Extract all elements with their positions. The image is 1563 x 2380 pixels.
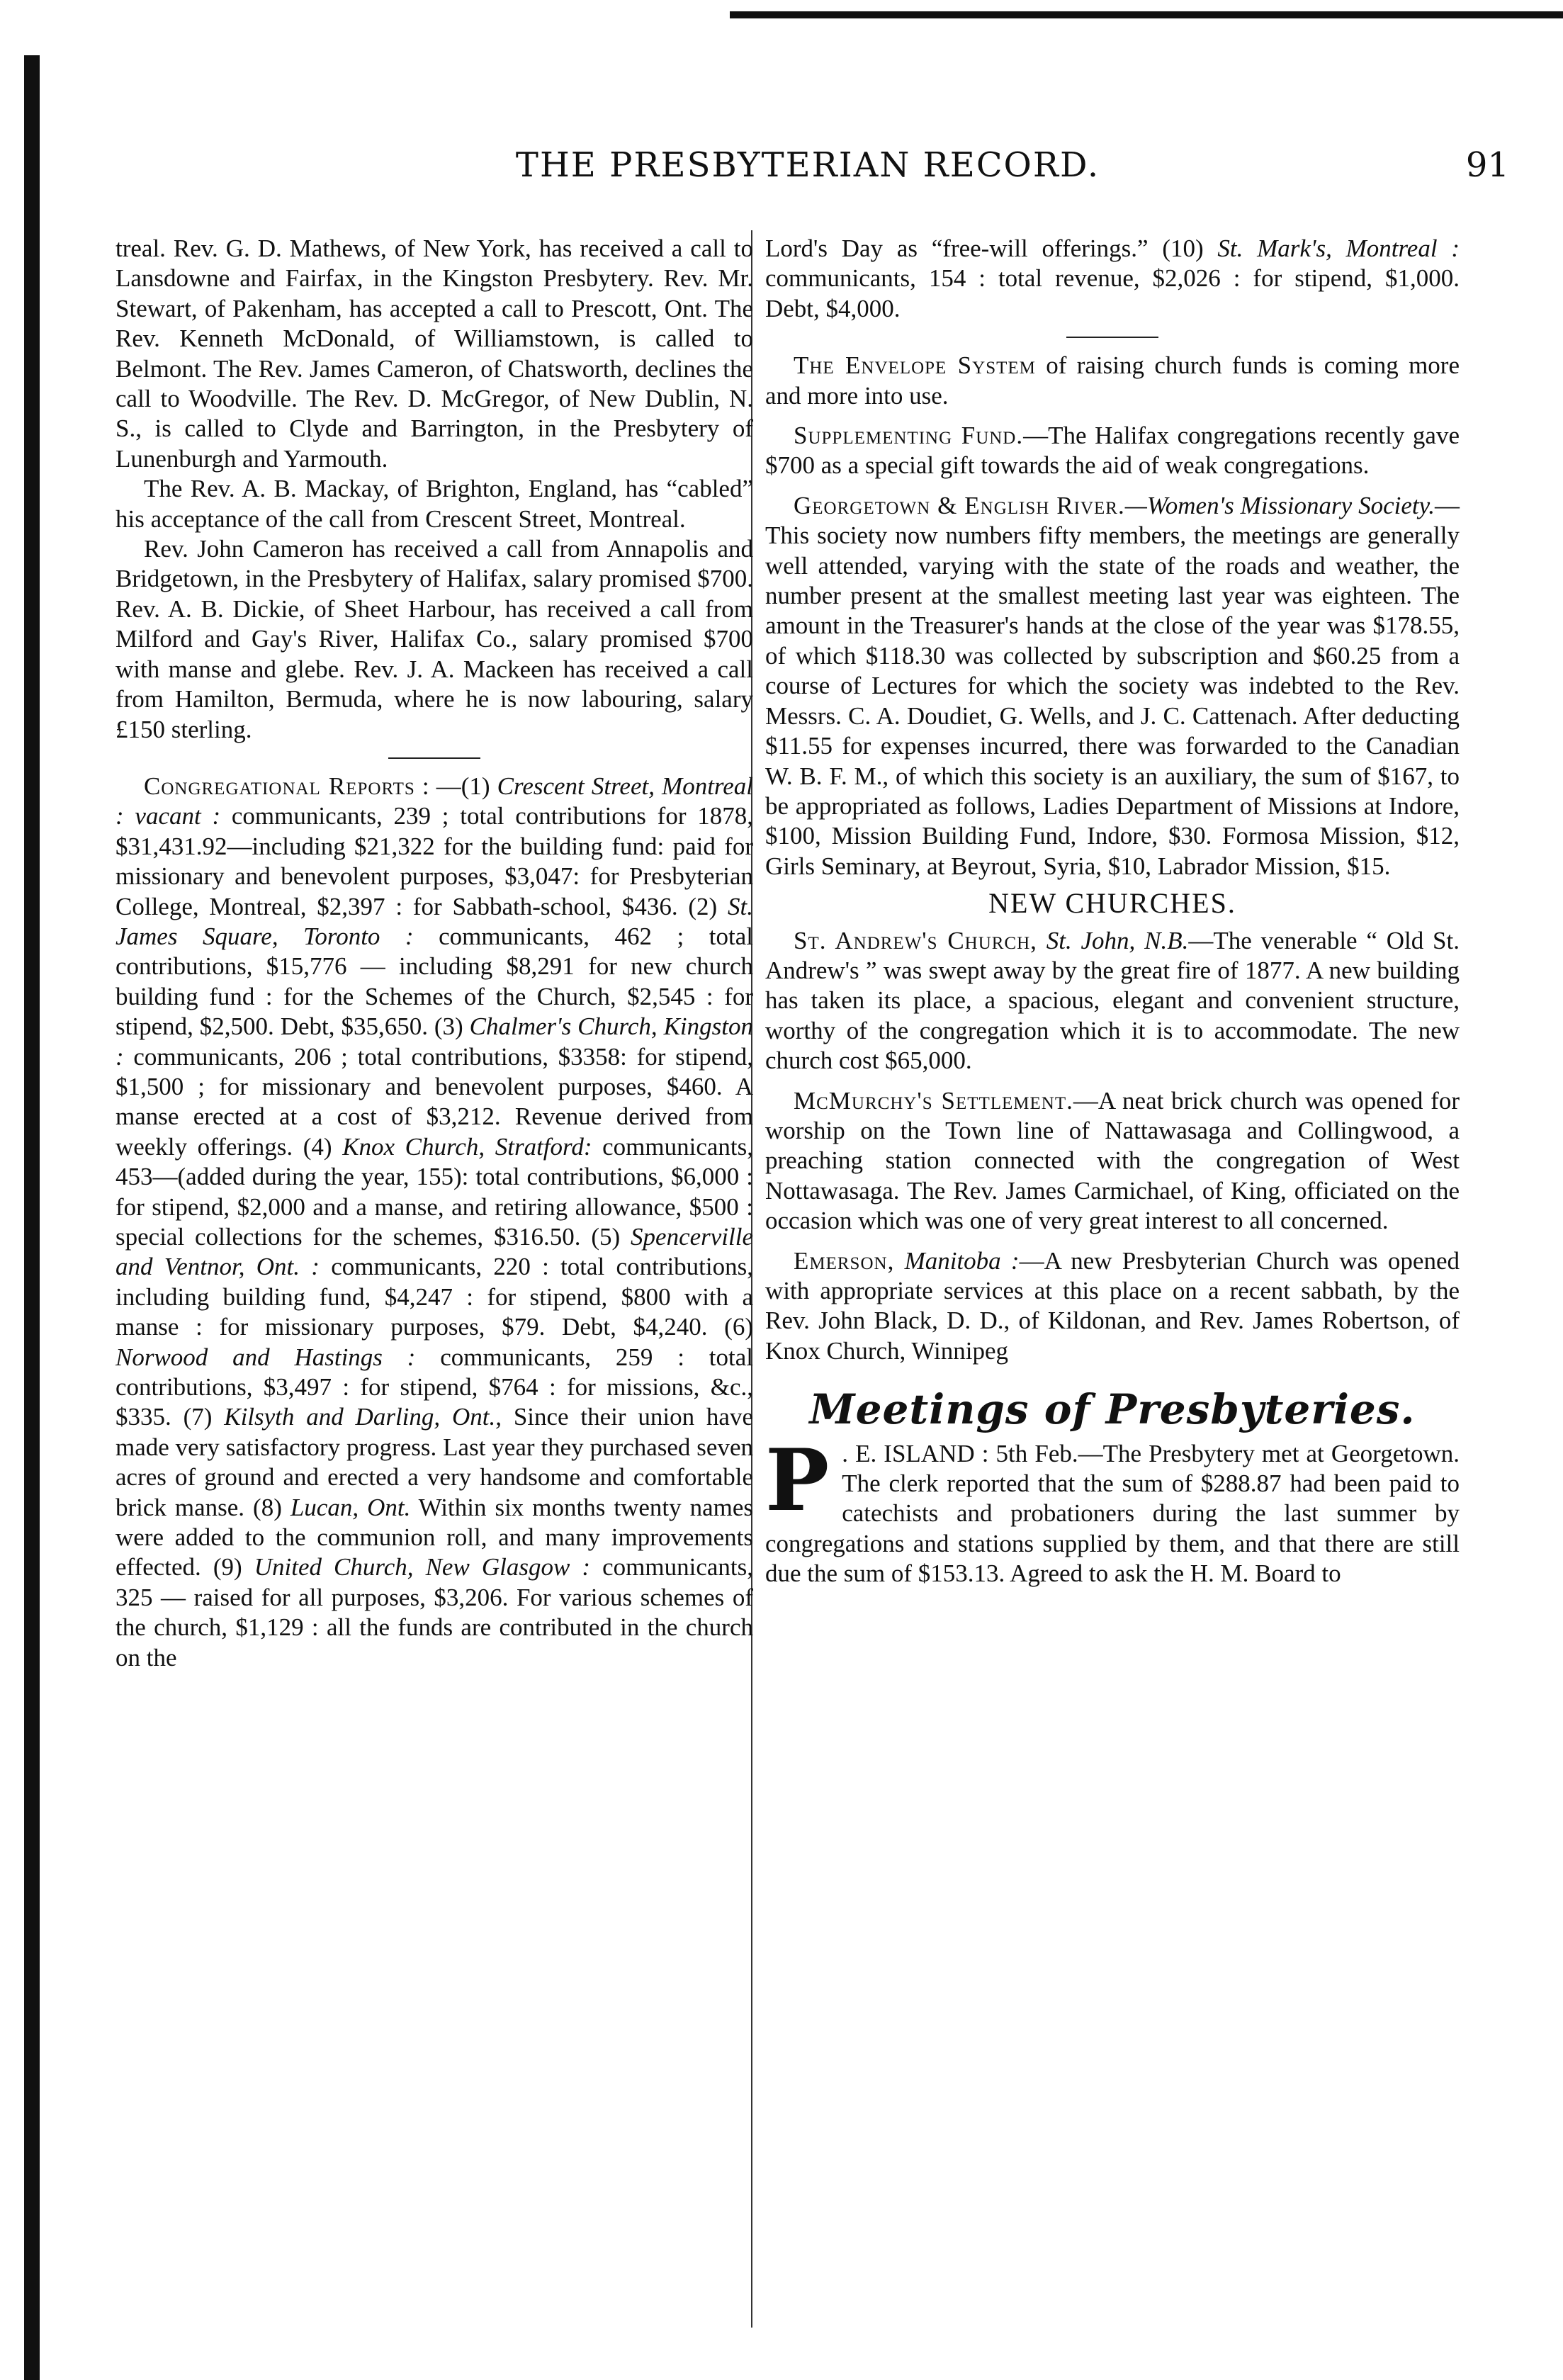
- section-rule: [388, 757, 480, 759]
- congregation-name: Spencerville and Ventnor, Ont. :: [115, 1223, 753, 1281]
- paragraph-mcmurchy: [765, 1086, 1460, 1236]
- text-run: communicants, 453—(added during the year, 155): total contributions, $6,000 : for stipend, $2,000 and a manse, and retiring allowance, $500 : special collections for the schemes, $316.50. (5): [115, 1132, 753, 1251]
- paragraph-congregational-reports: [115, 772, 753, 1673]
- paragraph-georgetown: [765, 491, 1460, 881]
- section-lead: St. Andrew's Church,: [794, 926, 1037, 954]
- scan-edge-bar: [24, 55, 40, 2380]
- paragraph-mackay: The Rev. A. B. Mackay, of Brighton, England, has “cabled” his acceptance of the call from Crescent Street, Montreal.: [115, 475, 753, 533]
- text-run: Lord's Day as “free-will offerings.” (10): [765, 235, 1218, 262]
- text-run: —A neat brick church was opened for worship on the Town line of Nattawasaga and Collingwood, a preaching station connected with the congregation of West Nottawasaga. The Rev. James Carmichael, of King, officiated on the occasion which was one of very great interest to all concerned.: [765, 1086, 1460, 1235]
- congregation-name: Crescent Street, Montreal : vacant :: [115, 772, 753, 830]
- congregation-name: United Church, New Glasgow :: [254, 1553, 591, 1581]
- congregation-name: Knox Church, Stratford:: [342, 1132, 592, 1161]
- congregation-name: Norwood and Hastings :: [115, 1343, 416, 1371]
- page-header: [106, 145, 1509, 195]
- left-column: [115, 234, 753, 1673]
- text-run: communicants, 154 : total revenue, $2,026 : for stipend, $1,000. Debt, $4,000.: [765, 264, 1460, 322]
- congregation-name: St. James Square, Toronto :: [115, 892, 753, 950]
- congregation-name: Lucan, Ont.: [290, 1493, 411, 1521]
- paragraph-pei: [765, 1430, 1460, 1589]
- section-lead: The Envelope System: [794, 351, 1036, 380]
- congregation-name: St. Mark's, Montreal :: [1217, 235, 1460, 262]
- place-name: St. John, N.B.: [1037, 926, 1189, 954]
- section-lead: McMurchy's Settlement.: [794, 1086, 1073, 1115]
- text-run: of raising church funds is coming more and more into use.: [765, 351, 1460, 410]
- text-run: communicants, 325 — raised for all purposes, $3,206. For various schemes of the church, $1,129 : all the funds are contributed in the church on the: [115, 1553, 753, 1671]
- paragraph-emerson: [765, 1246, 1460, 1367]
- congregation-name: Chalmer's Church, Kingston :: [115, 1013, 753, 1071]
- text-run: —The Halifax congregations recently gave $700 as a special gift towards the aid of weak congregations.: [765, 422, 1460, 480]
- meetings-heading: Meetings of Presbyteries.: [809, 1385, 1416, 1434]
- text-run: Since their union have made very satisfactory progress. Last year they purchased seven acres of ground and erected a very handsome and comfortable brick manse. (8): [115, 1403, 753, 1521]
- paragraph-envelope-system: [765, 351, 1460, 411]
- text-run: communicants, 259 : total contributions, $3,497 : for stipend, $764 : for missions, &c., $335. (7): [115, 1343, 753, 1431]
- text-run: communicants, 206 ; total contributions, $3358: for stipend, $1,500 ; for missionary and benevolent purposes, $460. A manse erected at a cost of $3,212. Revenue derived from weekly offerings. (4): [115, 1042, 753, 1161]
- paragraph-continued: [765, 234, 1460, 324]
- right-column: [765, 234, 1460, 1589]
- society-name: —Women's Missionary Society.: [1124, 491, 1435, 519]
- text-run: communicants, 239 ; total contributions for 1878, $31,431.92—including $21,322 for the building fund: paid for missionary and benevolent purposes, $3,047: for Presbyterian College, Montreal, $2,397 : for Sabbath-school, $436. (2): [115, 802, 753, 920]
- page-title: THE PRESBYTERIAN RECORD.: [515, 145, 1100, 185]
- text-run: —A new Presbyterian Church was opened with appropriate services at this place on a recent sabbath, by the Rev. John Black, D. D., of Kildonan, and Rev. James Robertson, of Knox Church, Winnipeg: [765, 1246, 1460, 1365]
- text-run: —This society now numbers fifty members, the meetings are generally well attended, varying with the state of the roads and weather, the number present at the smallest meeting last year was eighteen. The amount in the Treasurer's hands at the close of the year was $178.55, of which $118.30 was collected by subscription and $60.25 from a course of Lectures for which the society was indebted to the Rev. Messrs. C. A. Doudiet, G. Wells, and J. C. Cattenach. After deducting $11.55 for expenses incurred, there was forwarded to the Canadian W. B. F. M., of which this society is an auxiliary, the sum of $167, to be appropriated as follows, Ladies Department of Missions at Indore, $100, Mission Building Fund, Indore, $30. Formosa Mission, $12, Girls Seminary, at Beyrout, Syria, $10, Labrador Mission, $15.: [765, 491, 1460, 880]
- place-name: Manitoba :: [894, 1246, 1020, 1275]
- paragraph-cameron: Rev. John Cameron has received a call from Annapolis and Bridgetown, in the Presbytery of Halifax, salary promised $700. Rev. A. B. Dickie, of Sheet Harbour, has received a call from Milford and Gay's River, Halifax Co., salary promised $700 with manse and glebe. Rev. J. A. Mackeen has received a call from Hamilton, Bermuda, where he is now labouring, salary £150 sterling.: [115, 535, 753, 743]
- section-lead: Emerson,: [794, 1246, 895, 1275]
- text-run: : —(1): [414, 772, 497, 800]
- text-run: Within six months twenty names were added to the communion roll, and many improvements effected. (9): [115, 1493, 754, 1581]
- drop-cap: P: [765, 1430, 830, 1530]
- section-lead: Congregational Reports: [144, 772, 415, 800]
- page-number: 91: [1465, 145, 1509, 185]
- paragraph-st-andrews: [765, 926, 1460, 1076]
- paragraph-supplementing-fund: [765, 421, 1460, 481]
- congregation-name: Kilsyth and Darling, Ont.,: [224, 1403, 502, 1431]
- section-lead: Georgetown & English River.: [794, 491, 1125, 519]
- section-rule: [1066, 337, 1158, 338]
- section-lead: Supplementing Fund.: [794, 422, 1024, 450]
- text-run: —The venerable “ Old St. Andrew's ” was swept away by the great fire of 1877. A new building has taken its place, a spacious, elegant and convenient structure, worthy of the congregation which it is to accommodate. The new church cost $65,000.: [765, 926, 1460, 1075]
- new-churches-heading: NEW CHURCHES.: [988, 887, 1236, 920]
- paragraph-calls: treal. Rev. G. D. Mathews, of New York, has received a call to Lansdowne and Fairfax, in the Kingston Presbytery. Rev. Mr. Stewart, of Pakenham, has accepted a call to Prescott, Ont. The Rev. Kenneth McDonald, of Williamstown, is called to Belmont. The Rev. James Cameron, of Chatsworth, declines the call to Woodville. The Rev. D. McGregor, of New Dublin, N. S., is called to Clyde and Barrington, in the Presbytery of Lunenburgh and Yarmouth.: [115, 235, 753, 473]
- top-rule: [730, 11, 1563, 18]
- text-run: communicants, 462 ; total contributions, $15,776 — including $8,291 for new church building fund : for the Schemes of the Church, $2,545 : for stipend, $2,500. Debt, $35,650. (3): [115, 922, 753, 1041]
- text-run: . E. ISLAND : 5th Feb.—The Presbytery met at Georgetown. The clerk reported that the sum of $288.87 had been paid to catechists and probationers during the last summer by congregations and stations supplied by them, and that there are still due the sum of $153.13. Agreed to ask the H. M. Board to: [765, 1439, 1460, 1588]
- text-run: communicants, 220 : total contributions, including building fund, $4,247 : for stipend, $800 with a manse : for missionary purposes, $79. Debt, $4,240. (6): [115, 1253, 753, 1341]
